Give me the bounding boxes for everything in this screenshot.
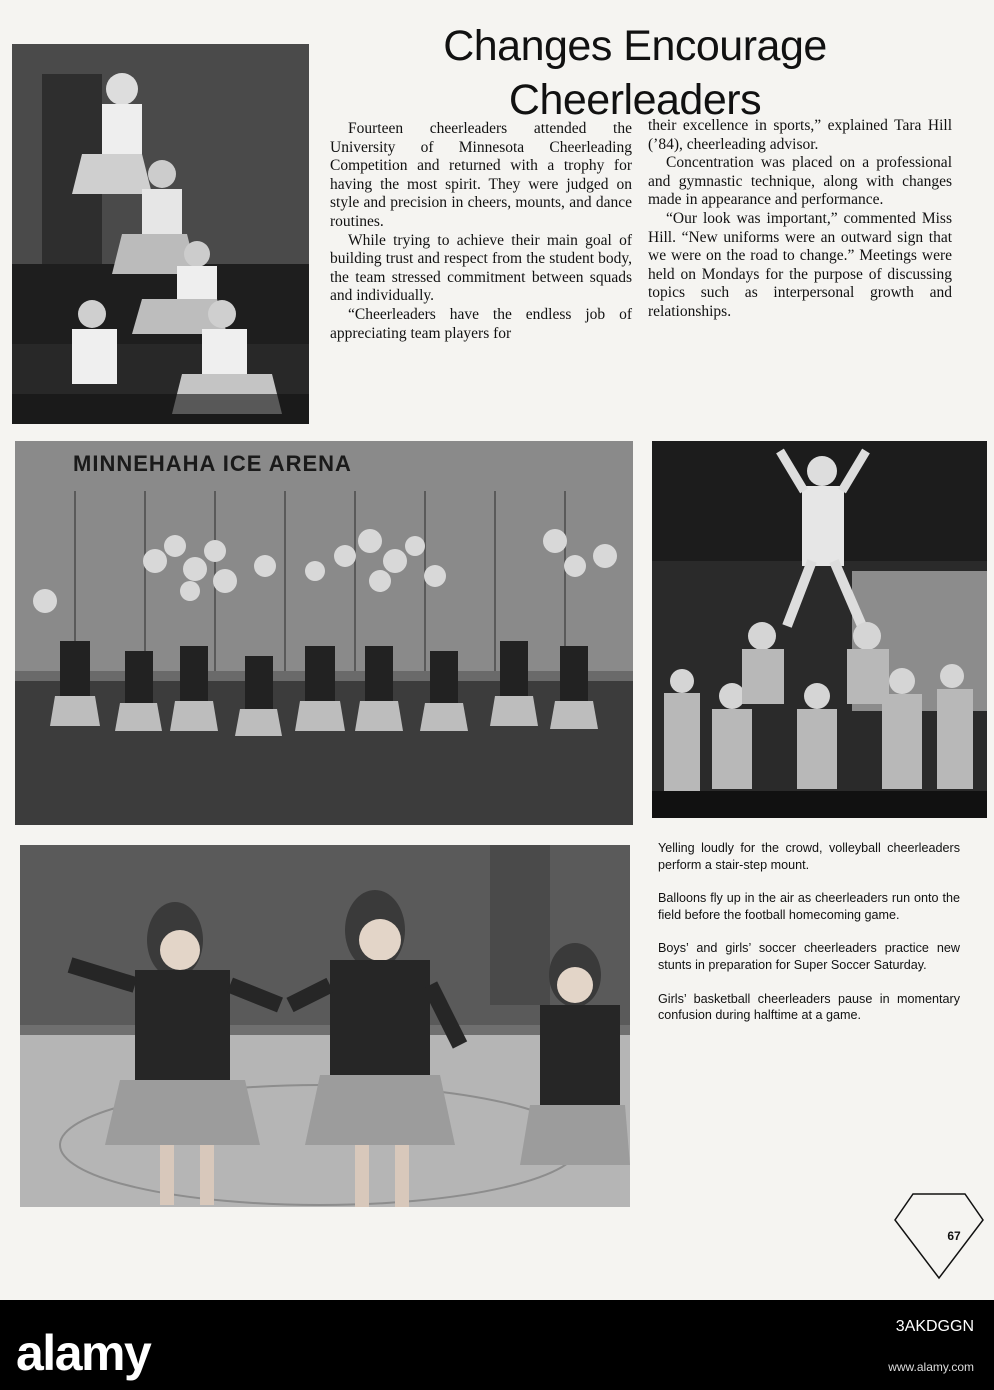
right-paragraph-3: “Our look was important,” commented Miss Hill. “New uniforms were an outward sign that we were on the road to change.” Meetings were held on Mondays for the purpose of discussing topics such as interpersonal growth and relationships. <box>648 209 952 320</box>
caption-soccer: Boys’ and girls’ soccer cheerleaders practice new stunts in preparation for Super Soccer Saturday. <box>658 941 960 972</box>
footer-brand-logo: alamy <box>16 1325 151 1381</box>
footer-url: www.alamy.com <box>888 1360 974 1374</box>
footer-image-id: 3AKDGGN <box>895 1318 974 1335</box>
caption-basketball: Girls’ basketball cheerleaders pause in momentary confusion during halftime at a game. <box>658 991 960 1023</box>
basketball-halftime-image <box>20 845 630 1207</box>
arena-sign-text: MINNEHAHA ICE ARENA <box>73 451 352 476</box>
photo-basketball-halftime <box>20 845 630 1207</box>
left-paragraph-3: “Cheerleaders have the endless job of appreciating team players for <box>330 305 632 342</box>
soccer-pyramid-image <box>652 441 987 818</box>
photo-stair-step-mount <box>12 44 309 424</box>
article-title-line2: Cheerleaders <box>508 76 762 124</box>
balloons-homecoming-image <box>15 441 633 825</box>
photo-captions <box>658 840 960 1041</box>
right-paragraph-1: their excellence in sports,” explained Tara Hill (’84), cheerleading advisor. <box>648 117 952 153</box>
article-right-column <box>648 117 952 322</box>
left-paragraph-1: Fourteen cheerleaders attended the University of Minnesota Cheerleading Competition and returned with a trophy for having the most spirit. They were judged on style and precision in cheers, mounts, and dance routines. <box>330 120 632 230</box>
caption-volleyball: Yelling loudly for the crowd, volleyball cheerleaders perform a stair-step mount. <box>658 841 960 872</box>
right-paragraph-2: Concentration was placed on a professional and gymnastic technique, along with changes made in appearance and performance. <box>648 154 952 209</box>
article-left-column <box>330 120 632 343</box>
photo-balloons-homecoming <box>15 441 633 825</box>
caption-balloons: Balloons fly up in the air as cheerleaders run onto the field before the football homecoming game. <box>658 891 960 922</box>
article-title-line1: Changes Encourage <box>443 22 827 70</box>
stock-footer-bar <box>0 1300 994 1390</box>
photo-soccer-pyramid <box>652 441 987 818</box>
page-number: 67 <box>947 1229 961 1243</box>
stair-step-mount-image <box>12 44 309 424</box>
left-paragraph-2: While trying to achieve their main goal of building trust and respect from the student body, the team stressed commitment between squads and individually. <box>330 231 632 305</box>
